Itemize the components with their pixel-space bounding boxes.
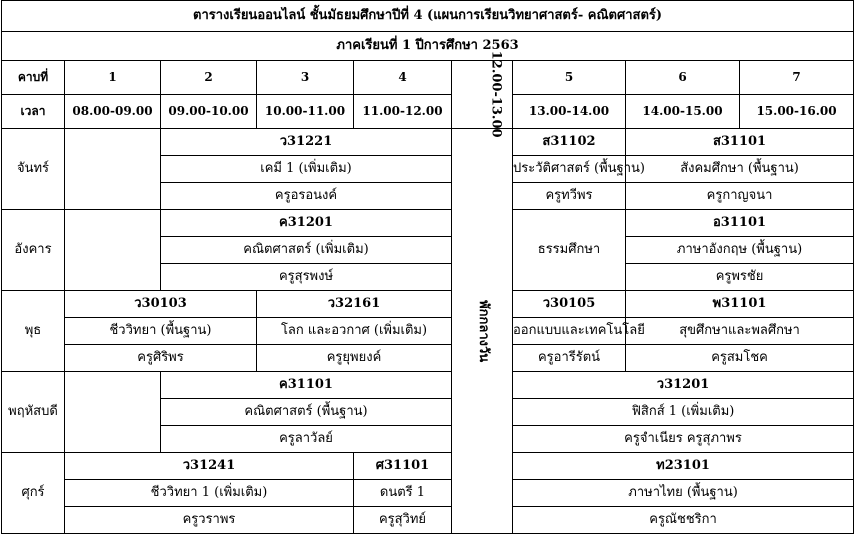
course-subject: ฟิสิกส์ 1 (เพิ่มเติม) xyxy=(513,399,854,426)
course-teacher: ครูสมโชค xyxy=(626,345,854,372)
day-wednesday: พุธ xyxy=(2,291,65,372)
course-teacher: ครูจำเนียร ครูสุภาพร xyxy=(513,426,854,453)
course-teacher: ครูทวีพร xyxy=(513,183,626,210)
period-1: 1 xyxy=(65,61,161,95)
day-thursday: พฤหัสบดี xyxy=(2,372,65,453)
day-tuesday: อังคาร xyxy=(2,210,65,291)
course-subject: สังคมศึกษา (พื้นฐาน) xyxy=(626,156,854,183)
course-teacher: ครูอรอนงค์ xyxy=(161,183,452,210)
course-subject: คณิตศาสตร์ (เพิ่มเติม) xyxy=(161,237,452,264)
course-subject: ออกแบบและเทคโนโลยี xyxy=(513,318,626,345)
course-code: ศ31101 xyxy=(354,453,452,480)
period-4: 4 xyxy=(354,61,452,95)
course-code: ว31221 xyxy=(161,129,452,156)
period-3: 3 xyxy=(257,61,354,95)
course-code: ว30103 xyxy=(65,291,257,318)
course-teacher: ครูศิริพร xyxy=(65,345,257,372)
time-6: 14.00-15.00 xyxy=(626,95,740,129)
course-teacher: ครูณัชชริกา xyxy=(513,507,854,534)
course-subject: สุขศึกษาและพลศึกษา xyxy=(626,318,854,345)
course-subject: ประวัติศาสตร์ (พื้นฐาน) xyxy=(513,156,626,183)
period-7: 7 xyxy=(740,61,854,95)
time-label: เวลา xyxy=(2,95,65,129)
course-subject: ภาษาไทย (พื้นฐาน) xyxy=(513,480,854,507)
period-2: 2 xyxy=(161,61,257,95)
course-subject: เคมี 1 (เพิ่มเติม) xyxy=(161,156,452,183)
course-subject: ชีววิทยา (พื้นฐาน) xyxy=(65,318,257,345)
lunch-time-header: 12.00-13.00 xyxy=(452,61,513,129)
time-7: 15.00-16.00 xyxy=(740,95,854,129)
empty-cell xyxy=(65,210,161,291)
course-teacher: ครูยุพยงค์ xyxy=(257,345,452,372)
time-3: 10.00-11.00 xyxy=(257,95,354,129)
semester-title: ภาคเรียนที่ 1 ปีการศึกษา 2563 xyxy=(2,32,854,61)
time-4: 11.00-12.00 xyxy=(354,95,452,129)
course-subject: ภาษาอังกฤษ (พื้นฐาน) xyxy=(626,237,854,264)
period-6: 6 xyxy=(626,61,740,95)
course-code: ว30105 xyxy=(513,291,626,318)
course-subject: ธรรมศึกษา xyxy=(513,210,626,291)
course-teacher: ครูพรชัย xyxy=(626,264,854,291)
course-code: พ31101 xyxy=(626,291,854,318)
course-code: ส31102 xyxy=(513,129,626,156)
empty-cell xyxy=(65,372,161,453)
course-teacher: ครูอารีรัตน์ xyxy=(513,345,626,372)
time-1: 08.00-09.00 xyxy=(65,95,161,129)
course-teacher: ครูสุวิทย์ xyxy=(354,507,452,534)
course-code: อ31101 xyxy=(626,210,854,237)
course-code: ค31201 xyxy=(161,210,452,237)
period-5: 5 xyxy=(513,61,626,95)
empty-cell xyxy=(65,129,161,210)
timetable xyxy=(1,0,854,534)
course-subject: คณิตศาสตร์ (พื้นฐาน) xyxy=(161,399,452,426)
course-teacher: ครูกาญจนา xyxy=(626,183,854,210)
course-code: ค31101 xyxy=(161,372,452,399)
day-monday: จันทร์ xyxy=(2,129,65,210)
time-5: 13.00-14.00 xyxy=(513,95,626,129)
period-label: คาบที่ xyxy=(2,61,65,95)
time-2: 09.00-10.00 xyxy=(161,95,257,129)
course-subject: ดนตรี 1 xyxy=(354,480,452,507)
day-friday: ศุกร์ xyxy=(2,453,65,534)
lunch-break: พักกลางวัน xyxy=(452,129,513,534)
course-code: ท23101 xyxy=(513,453,854,480)
course-subject: โลก และอวกาศ (เพิ่มเติม) xyxy=(257,318,452,345)
course-code: ว31201 xyxy=(513,372,854,399)
page-title: ตารางเรียนออนไลน์ ชั้นมัธยมศึกษาปีที่ 4 (แผนการเรียนวิทยาศาสตร์- คณิตศาสตร์) xyxy=(2,1,854,32)
course-code: ว32161 xyxy=(257,291,452,318)
course-code: ส31101 xyxy=(626,129,854,156)
course-code: ว31241 xyxy=(65,453,354,480)
course-teacher: ครูลาวัลย์ xyxy=(161,426,452,453)
course-teacher: ครูสุรพงษ์ xyxy=(161,264,452,291)
course-subject: ชีววิทยา 1 (เพิ่มเติม) xyxy=(65,480,354,507)
course-teacher: ครูวราพร xyxy=(65,507,354,534)
